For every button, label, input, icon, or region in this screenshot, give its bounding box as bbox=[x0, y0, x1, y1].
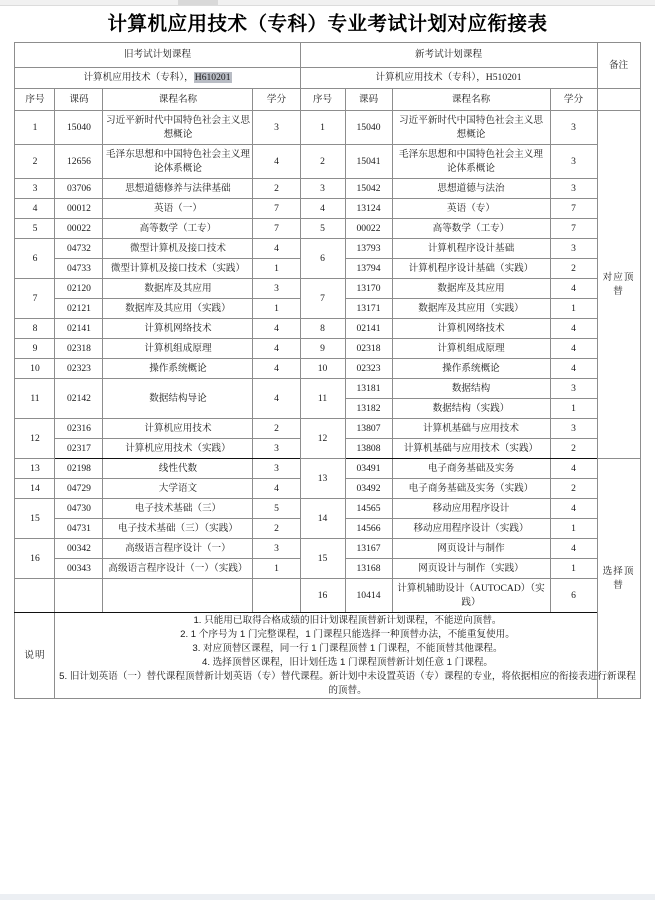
old-name: 高级语言程序设计（一） bbox=[103, 539, 253, 559]
table-row bbox=[15, 179, 640, 199]
old-seq: 14 bbox=[15, 479, 55, 499]
new-name: 网页设计与制作（实践） bbox=[392, 559, 550, 579]
old-credit: 3 bbox=[253, 539, 300, 559]
major-old bbox=[15, 68, 300, 89]
new-name: 计算机基础与应用技术（实践） bbox=[392, 439, 550, 459]
header-remark: 备注 bbox=[597, 43, 640, 89]
table-row bbox=[15, 199, 640, 219]
old-credit: 4 bbox=[253, 239, 300, 259]
old-code: 02142 bbox=[55, 379, 103, 419]
new-credit: 3 bbox=[550, 379, 597, 399]
old-code: 03706 bbox=[55, 179, 103, 199]
old-code: 04731 bbox=[55, 519, 103, 539]
new-code: 02318 bbox=[345, 339, 392, 359]
old-credit: 2 bbox=[253, 519, 300, 539]
new-code: 13793 bbox=[345, 239, 392, 259]
new-name: 电子商务基础及实务 bbox=[392, 459, 550, 479]
new-code: 13794 bbox=[345, 259, 392, 279]
old-credit: 4 bbox=[253, 359, 300, 379]
note-item: 5. 旧计划英语（一）替代课程顶替新计划英语（专）替代课程。新计划中未设置英语（专）课程的专业，将依据相应的衔接表进行新课程的顶替。 bbox=[59, 670, 636, 696]
table-row bbox=[15, 279, 640, 299]
old-code: 02323 bbox=[55, 359, 103, 379]
new-credit: 7 bbox=[550, 219, 597, 239]
old-name: 大学语文 bbox=[103, 479, 253, 499]
old-name: 微型计算机及接口技术（实践） bbox=[103, 259, 253, 279]
old-code bbox=[55, 579, 103, 613]
new-seq: 12 bbox=[300, 419, 345, 459]
col-new-credit: 学分 bbox=[550, 89, 597, 111]
table-row bbox=[15, 359, 640, 379]
old-credit: 4 bbox=[253, 319, 300, 339]
old-code: 12656 bbox=[55, 145, 103, 179]
new-name: 数据库及其应用 bbox=[392, 279, 550, 299]
new-credit: 3 bbox=[550, 239, 597, 259]
old-code: 00022 bbox=[55, 219, 103, 239]
old-seq: 15 bbox=[15, 499, 55, 539]
major-old-code-highlighted: H610201 bbox=[194, 72, 231, 84]
remark-corresponding: 对应顶替 bbox=[597, 111, 640, 459]
old-name: 微型计算机及接口技术 bbox=[103, 239, 253, 259]
new-name: 毛泽东思想和中国特色社会主义理论体系概论 bbox=[392, 145, 550, 179]
old-name: 计算机组成原理 bbox=[103, 339, 253, 359]
old-code: 00012 bbox=[55, 199, 103, 219]
table-row bbox=[15, 219, 640, 239]
old-seq: 16 bbox=[15, 539, 55, 579]
old-seq bbox=[15, 579, 55, 613]
table-row bbox=[15, 579, 640, 613]
old-code: 02141 bbox=[55, 319, 103, 339]
old-code: 00342 bbox=[55, 539, 103, 559]
old-seq: 7 bbox=[15, 279, 55, 319]
col-new-name: 课程名称 bbox=[392, 89, 550, 111]
old-code: 02317 bbox=[55, 439, 103, 459]
new-credit: 3 bbox=[550, 419, 597, 439]
new-name: 数据结构（实践） bbox=[392, 399, 550, 419]
note-item: 3. 对应顶替区课程，同一行 1 门课程顶替 1 门课程，不能顶替其他课程。 bbox=[192, 642, 503, 654]
old-credit: 4 bbox=[253, 339, 300, 359]
new-code: 03492 bbox=[345, 479, 392, 499]
new-seq: 13 bbox=[300, 459, 345, 499]
new-name: 思想道德与法治 bbox=[392, 179, 550, 199]
old-credit: 1 bbox=[253, 299, 300, 319]
new-name: 操作系统概论 bbox=[392, 359, 550, 379]
new-credit: 4 bbox=[550, 359, 597, 379]
old-name: 计算机应用技术（实践） bbox=[103, 439, 253, 459]
new-credit: 2 bbox=[550, 439, 597, 459]
new-name: 计算机组成原理 bbox=[392, 339, 550, 359]
old-code: 02121 bbox=[55, 299, 103, 319]
new-name: 计算机辅助设计（AUTOCAD）（实践） bbox=[392, 579, 550, 613]
new-code: 14565 bbox=[345, 499, 392, 519]
new-credit: 1 bbox=[550, 399, 597, 419]
old-credit: 2 bbox=[253, 179, 300, 199]
new-name: 电子商务基础及实务（实践） bbox=[392, 479, 550, 499]
new-credit: 4 bbox=[550, 339, 597, 359]
old-credit: 2 bbox=[253, 419, 300, 439]
old-name: 电子技术基础（三） bbox=[103, 499, 253, 519]
old-credit: 1 bbox=[253, 259, 300, 279]
note-item: 4. 选择顶替区课程，旧计划任选 1 门课程顶替新计划任意 1 门课程。 bbox=[201, 656, 494, 668]
new-seq: 14 bbox=[300, 499, 345, 539]
new-name: 计算机程序设计基础（实践） bbox=[392, 259, 550, 279]
new-code: 14566 bbox=[345, 519, 392, 539]
new-seq: 1 bbox=[300, 111, 345, 145]
new-name: 高等数学（工专） bbox=[392, 219, 550, 239]
new-code: 15042 bbox=[345, 179, 392, 199]
new-credit: 2 bbox=[550, 479, 597, 499]
new-name: 网页设计与制作 bbox=[392, 539, 550, 559]
old-name: 数据库及其应用（实践） bbox=[103, 299, 253, 319]
old-name: 习近平新时代中国特色社会主义思想概论 bbox=[103, 111, 253, 145]
old-credit: 4 bbox=[253, 145, 300, 179]
new-seq: 2 bbox=[300, 145, 345, 179]
major-new: 计算机应用技术（专科），H510201 bbox=[300, 68, 597, 89]
table-row bbox=[15, 539, 640, 559]
new-credit: 4 bbox=[550, 279, 597, 299]
notes-label: 说明 bbox=[15, 613, 55, 699]
old-credit bbox=[253, 579, 300, 613]
old-name bbox=[103, 579, 253, 613]
new-seq: 6 bbox=[300, 239, 345, 279]
page-title: 计算机应用技术（专科）专业考试计划对应衔接表 bbox=[107, 14, 548, 35]
old-seq: 6 bbox=[15, 239, 55, 279]
new-code: 13167 bbox=[345, 539, 392, 559]
old-name: 毛泽东思想和中国特色社会主义理论体系概论 bbox=[103, 145, 253, 179]
new-credit: 3 bbox=[550, 179, 597, 199]
window-top-bar bbox=[0, 0, 655, 6]
notes-row bbox=[15, 613, 640, 699]
table-group-header-row bbox=[15, 43, 640, 68]
table-row bbox=[15, 145, 640, 179]
new-name: 英语（专） bbox=[392, 199, 550, 219]
old-credit: 1 bbox=[253, 559, 300, 579]
new-code: 13808 bbox=[345, 439, 392, 459]
old-code: 04729 bbox=[55, 479, 103, 499]
old-credit: 3 bbox=[253, 279, 300, 299]
new-seq: 3 bbox=[300, 179, 345, 199]
new-credit: 2 bbox=[550, 259, 597, 279]
old-credit: 5 bbox=[253, 499, 300, 519]
old-seq: 8 bbox=[15, 319, 55, 339]
new-code: 03491 bbox=[345, 459, 392, 479]
new-credit: 3 bbox=[550, 145, 597, 179]
old-code: 02316 bbox=[55, 419, 103, 439]
new-credit: 3 bbox=[550, 111, 597, 145]
old-code: 02198 bbox=[55, 459, 103, 479]
old-code: 02120 bbox=[55, 279, 103, 299]
old-code: 04732 bbox=[55, 239, 103, 259]
old-seq: 9 bbox=[15, 339, 55, 359]
old-seq: 11 bbox=[15, 379, 55, 419]
new-credit: 4 bbox=[550, 459, 597, 479]
old-seq: 12 bbox=[15, 419, 55, 459]
new-code: 15040 bbox=[345, 111, 392, 145]
remark-optional: 选择顶替 bbox=[597, 459, 640, 699]
col-old-credit: 学分 bbox=[253, 89, 300, 111]
old-credit: 3 bbox=[253, 459, 300, 479]
new-code: 02141 bbox=[345, 319, 392, 339]
new-credit: 1 bbox=[550, 559, 597, 579]
note-item: 2. 1 个序号为 1 门完整课程，1 门课程只能选择一种顶替办法，不能重复使用。 bbox=[180, 628, 515, 640]
new-name: 计算机网络技术 bbox=[392, 319, 550, 339]
new-credit: 4 bbox=[550, 539, 597, 559]
new-credit: 6 bbox=[550, 579, 597, 613]
old-seq: 10 bbox=[15, 359, 55, 379]
old-credit: 3 bbox=[253, 111, 300, 145]
old-seq: 13 bbox=[15, 459, 55, 479]
old-name: 计算机网络技术 bbox=[103, 319, 253, 339]
table-row bbox=[15, 379, 640, 399]
old-name: 电子技术基础（三）（实践） bbox=[103, 519, 253, 539]
new-seq: 9 bbox=[300, 339, 345, 359]
new-seq: 16 bbox=[300, 579, 345, 613]
new-code: 15041 bbox=[345, 145, 392, 179]
old-name: 高级语言程序设计（一）（实践） bbox=[103, 559, 253, 579]
new-credit: 4 bbox=[550, 319, 597, 339]
table-row bbox=[15, 239, 640, 259]
table-column-header-row bbox=[15, 89, 640, 111]
new-seq: 7 bbox=[300, 279, 345, 319]
notes-body bbox=[55, 613, 640, 699]
old-name: 数据库及其应用 bbox=[103, 279, 253, 299]
new-credit: 4 bbox=[550, 499, 597, 519]
new-seq: 4 bbox=[300, 199, 345, 219]
header-new-plan: 新考试计划课程 bbox=[300, 43, 597, 68]
new-name: 计算机基础与应用技术 bbox=[392, 419, 550, 439]
new-seq: 8 bbox=[300, 319, 345, 339]
new-seq: 11 bbox=[300, 379, 345, 419]
new-code: 13168 bbox=[345, 559, 392, 579]
table-row bbox=[15, 111, 640, 145]
old-code: 04733 bbox=[55, 259, 103, 279]
new-code: 13181 bbox=[345, 379, 392, 399]
table-major-row bbox=[15, 68, 640, 89]
old-name: 高等数学（工专） bbox=[103, 219, 253, 239]
new-seq: 15 bbox=[300, 539, 345, 579]
table-row bbox=[15, 339, 640, 359]
old-seq: 2 bbox=[15, 145, 55, 179]
new-name: 数据库及其应用（实践） bbox=[392, 299, 550, 319]
major-old-prefix: 计算机应用技术（专科）， bbox=[83, 72, 194, 84]
new-name: 移动应用程序设计 bbox=[392, 499, 550, 519]
col-remark bbox=[597, 89, 640, 111]
old-code: 15040 bbox=[55, 111, 103, 145]
new-code: 10414 bbox=[345, 579, 392, 613]
old-name: 计算机应用技术 bbox=[103, 419, 253, 439]
old-code: 02318 bbox=[55, 339, 103, 359]
col-new-code: 课码 bbox=[345, 89, 392, 111]
new-code: 02323 bbox=[345, 359, 392, 379]
col-new-seq: 序号 bbox=[300, 89, 345, 111]
new-code: 13807 bbox=[345, 419, 392, 439]
new-seq: 5 bbox=[300, 219, 345, 239]
new-credit: 7 bbox=[550, 199, 597, 219]
new-name: 计算机程序设计基础 bbox=[392, 239, 550, 259]
old-code: 00343 bbox=[55, 559, 103, 579]
old-name: 数据结构导论 bbox=[103, 379, 253, 419]
table-row bbox=[15, 459, 640, 479]
scroll-nub bbox=[178, 0, 218, 5]
old-code: 04730 bbox=[55, 499, 103, 519]
old-seq: 1 bbox=[15, 111, 55, 145]
old-credit: 4 bbox=[253, 379, 300, 419]
new-seq: 10 bbox=[300, 359, 345, 379]
new-code: 13170 bbox=[345, 279, 392, 299]
old-seq: 3 bbox=[15, 179, 55, 199]
old-seq: 5 bbox=[15, 219, 55, 239]
old-name: 操作系统概论 bbox=[103, 359, 253, 379]
old-name: 线性代数 bbox=[103, 459, 253, 479]
articulation-table bbox=[14, 42, 640, 699]
col-old-seq: 序号 bbox=[15, 89, 55, 111]
old-seq: 4 bbox=[15, 199, 55, 219]
col-old-code: 课码 bbox=[55, 89, 103, 111]
new-code: 00022 bbox=[345, 219, 392, 239]
new-code: 13171 bbox=[345, 299, 392, 319]
old-name: 思想道德修养与法律基础 bbox=[103, 179, 253, 199]
new-code: 13124 bbox=[345, 199, 392, 219]
table-row bbox=[15, 499, 640, 519]
new-code: 13182 bbox=[345, 399, 392, 419]
old-name: 英语（一） bbox=[103, 199, 253, 219]
table-row bbox=[15, 419, 640, 439]
header-old-plan: 旧考试计划课程 bbox=[15, 43, 300, 68]
new-name: 习近平新时代中国特色社会主义思想概论 bbox=[392, 111, 550, 145]
new-name: 数据结构 bbox=[392, 379, 550, 399]
new-name: 移动应用程序设计（实践） bbox=[392, 519, 550, 539]
note-item: 1. 只能用已取得合格成绩的旧计划课程顶替新计划课程，不能逆向顶替。 bbox=[193, 615, 502, 626]
window-bottom-bar bbox=[0, 894, 655, 900]
new-credit: 1 bbox=[550, 519, 597, 539]
table-row bbox=[15, 319, 640, 339]
col-old-name: 课程名称 bbox=[103, 89, 253, 111]
old-credit: 3 bbox=[253, 439, 300, 459]
old-credit: 7 bbox=[253, 219, 300, 239]
old-credit: 4 bbox=[253, 479, 300, 499]
old-credit: 7 bbox=[253, 199, 300, 219]
new-credit: 1 bbox=[550, 299, 597, 319]
